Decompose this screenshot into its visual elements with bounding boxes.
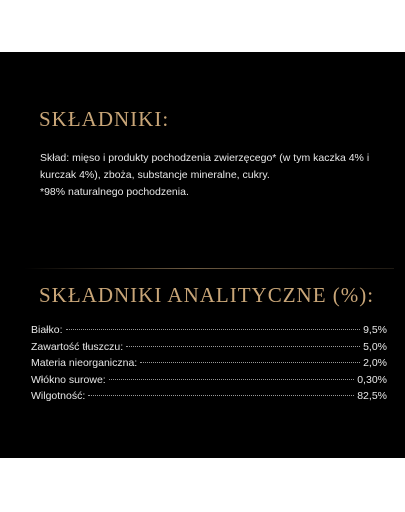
analysis-table bbox=[31, 324, 387, 407]
analysis-row-protein bbox=[31, 324, 387, 341]
dot-leader bbox=[66, 329, 361, 330]
dot-leader bbox=[88, 395, 354, 396]
ingredients-text bbox=[40, 150, 380, 201]
dot-leader bbox=[109, 379, 355, 380]
ingredients-heading: SKŁADNIKI: bbox=[39, 107, 170, 131]
section-divider bbox=[24, 268, 394, 269]
row-label: Zawartość tłuszczu: bbox=[31, 340, 124, 353]
analysis-heading: SKŁADNIKI ANALITYCZNE (%): bbox=[39, 283, 375, 307]
row-value: 0,30% bbox=[357, 373, 387, 386]
row-value: 9,5% bbox=[363, 324, 387, 336]
row-label: Białko: bbox=[31, 324, 63, 336]
product-info-panel bbox=[0, 52, 405, 458]
analysis-row-fat bbox=[31, 341, 387, 358]
row-label: Wilgotność: bbox=[31, 390, 86, 402]
composition-line: Skład: mięso i produkty pochodzenia zwierzęcego* (w tym kaczka 4% i kurczak 4%), zboża, substancje mineralne, cukry. bbox=[40, 152, 370, 181]
dot-leader bbox=[126, 346, 360, 347]
row-value: 82,5% bbox=[357, 390, 387, 402]
analysis-row-moisture bbox=[31, 390, 387, 407]
row-label: Włókno surowe: bbox=[31, 373, 106, 386]
row-label: Materia nieorganiczna: bbox=[31, 357, 138, 369]
row-value: 2,0% bbox=[363, 357, 387, 369]
analysis-row-ash bbox=[31, 357, 387, 374]
analysis-row-fibre bbox=[31, 374, 387, 391]
dot-leader bbox=[140, 362, 360, 363]
row-value: 5,0% bbox=[363, 340, 387, 353]
origin-note: *98% naturalnego pochodzenia. bbox=[40, 186, 189, 198]
